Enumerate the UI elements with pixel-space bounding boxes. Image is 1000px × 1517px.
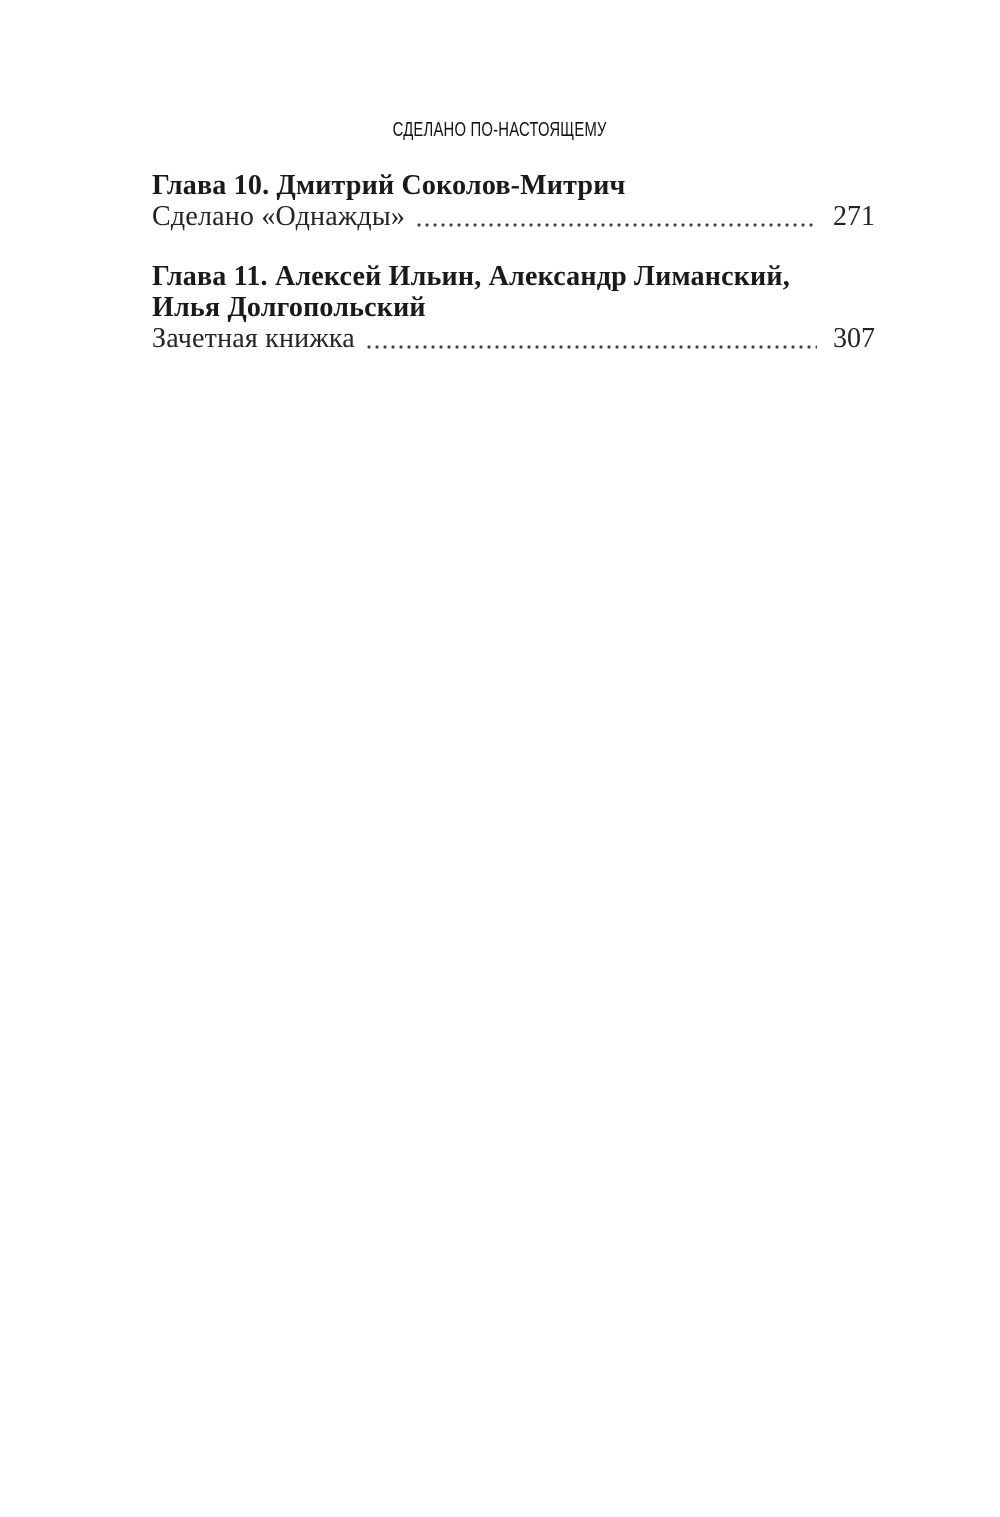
toc-page-number: 307 [833,323,875,354]
toc-entry-title: Зачетная книжка [152,323,355,354]
chapter-heading-continued: Илья Долгопольский [152,292,426,323]
chapter-heading: Глава 11. Алексей Ильин, Александр Лиманский, [152,261,790,292]
toc-entry-title: Сделано «Однажды» [152,201,406,232]
toc-row [152,323,875,354]
dot-leader [417,223,817,227]
chapter-heading: Глава 10. Дмитрий Соколов-Митрич [152,170,626,201]
table-of-contents [152,170,875,354]
running-header [0,119,1000,142]
toc-page-number: 271 [833,201,875,232]
running-header-text: СДЕЛАНО ПО-НАСТОЯЩЕМУ [392,119,608,141]
toc-entry-chapter-10 [152,170,875,232]
toc-entry-chapter-11 [152,261,875,354]
toc-row [152,201,875,232]
dot-leader [367,345,817,349]
